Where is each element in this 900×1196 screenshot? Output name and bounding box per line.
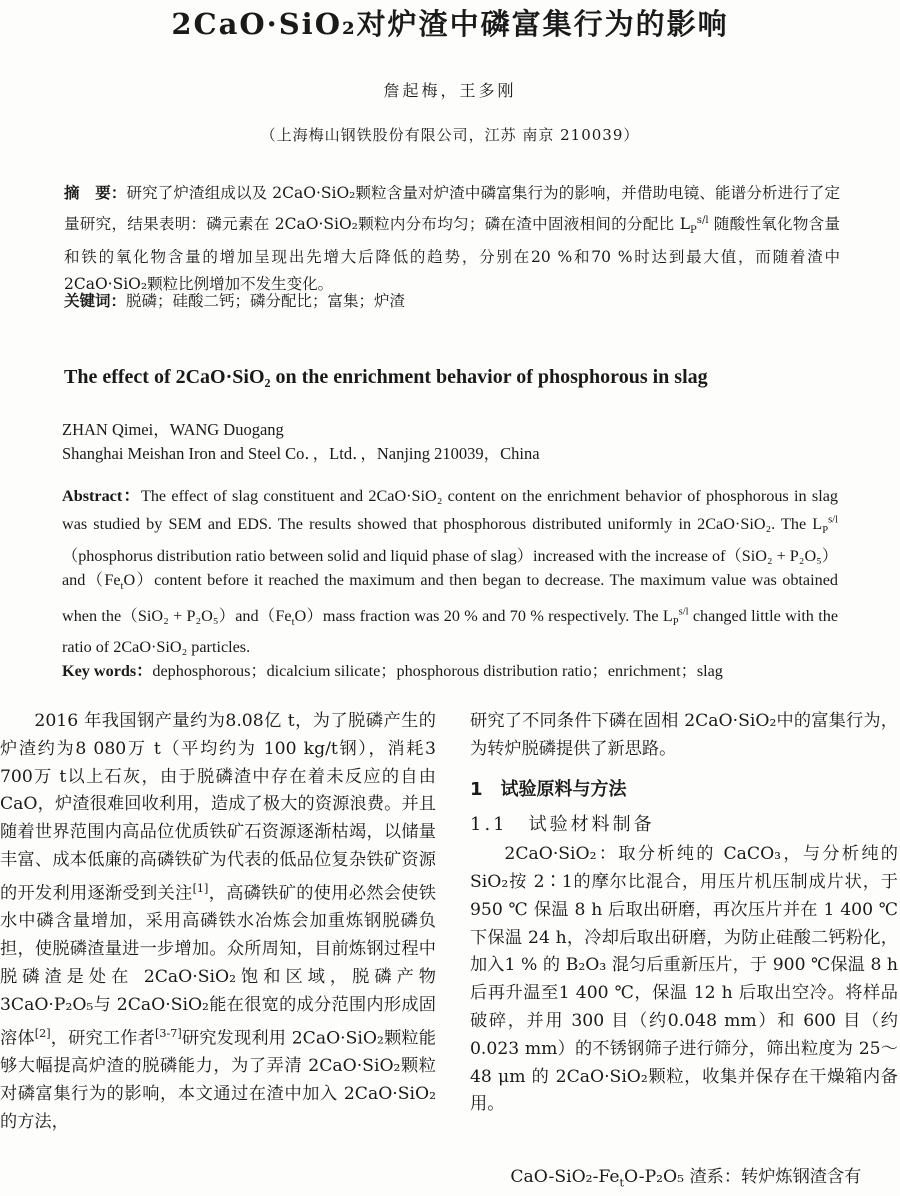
paper-title: 2CaO·SiO₂对炉渣中磷富集行为的影响 (171, 7, 729, 41)
abstract-cn-text: 研究了炉渣组成以及 2CaO·SiO₂颗粒含量对炉渣中磷富集行为的影响，并借助电镜、能谱分析进行了定量研究，结果表明：磷元素在 2CaO·SiO₂颗粒内分布均匀；磷在渣中固液相间的分配比 $L_P^{s/l}$ 随酸性氧化物含量和铁的氧化物含量的增加呈现出先增大后降低的趋势，分别在20 %和70 %时达到最大值，而随着渣中 2CaO·SiO₂颗粒比例增加不发生变化。 (64, 184, 840, 294)
keywords-en-text: dephosphorous；dicalcium silicate；phosphorous distribution ratio；enrichment；slag (152, 662, 723, 680)
materials-paragraph: 2CaO·SiO₂：取分析纯的 CaCO₃，与分析纯的SiO₂按 2∶1的摩尔比混合，用压片机压制成片状，于 950 ℃ 保温 8 h 后取出研磨，再次压片并在 1 400 ℃下保温 24 h，冷却后取出研磨，为防止硅酸二钙粉化，加入1 % 的 B₂O₃ 混匀后重新压片，于 900 ℃保温 8 h 后再升温至1 400 ℃，保温 12 h 后取出空冷。将样品破碎，并用 300 目（约0.048 mm）和 600 目（约0.023 mm）的不锈钢筛子进行筛分，筛出粒度为 25～48 μm 的 2CaO·SiO₂颗粒，收集并保存在干燥箱内备用。 (470, 844, 898, 1115)
body-left-column (0, 708, 436, 1136)
affiliation-en: Shanghai Meishan Iron and Steel Co．，Ltd．，Nanjing 210039，China (62, 444, 540, 463)
keywords-cn (64, 288, 840, 315)
keywords-en (62, 657, 842, 681)
body-right-column (470, 708, 898, 1119)
keywords-cn-text: 脱磷；硅酸二钙；磷分配比；富集；炉渣 (126, 292, 406, 310)
abstract-cn-label: 摘 要： (64, 184, 127, 202)
authors-cn: 詹起梅，王多刚 (383, 81, 517, 100)
slag-system-paragraph: CaO-$SiO_2-Fe_tO$-P₂O₅ 渣系：转炉炼钢渣含有 (510, 1167, 862, 1190)
intro-continuation: 研究了不同条件下磷在固相 2CaO·SiO₂中的富集行为，为转炉脱磷提供了新思路。 (470, 711, 898, 759)
keywords-cn-label: 关键词： (64, 292, 127, 310)
abstract-en (62, 484, 838, 660)
abstract-cn (64, 180, 840, 298)
section-heading-1: 1 试验原料与方法 (470, 778, 627, 800)
subsection-heading-1-1: 1.1 试验材料制备 (470, 814, 655, 836)
authors-en: ZHAN Qimei，WANG Duogang (62, 420, 284, 439)
abstract-en-text: The effect of slag constituent and 2CaO·SiO₂ content on the enrichment behavior of phosphorous in slag was studied by SEM and EDS. The results showed that phosphorous distributed uniformly in 2CaO·SiO₂. The $L_P^{s/l}(phosphorus$ distribution ratio between solid and liquid phase of slag）increased with the increase $of(SiO_2 + P_2O_5)and(Fe_tO)content$ before it reached the maximum and then began to decrease. The maximum value was obtained when $the(SiO_2 + P_2O_5)and(Fe_tO)mass$ fraction was 20 % and 70 % respectively. The $L_P^{s/l}$ changed little with the ratio of 2CaO·SiO₂ particles. (62, 487, 839, 657)
abstract-en-label: Abstract： (62, 487, 141, 505)
affiliation-cn: （上海梅山钢铁股份有限公司，江苏 南京 210039） (260, 126, 640, 144)
intro-paragraph: 2016 年我国钢产量约为8.08亿 t，为了脱磷产生的炉渣约为8 080万 t（平均约为 100 kg/t钢），消耗3 700万 t以上石灰，由于脱磷渣中存在着未反应的自由 CaO，炉渣很难回收利用，造成了极大的资源浪费。并且随着世界范围内高品位优质铁矿石资源逐渐枯竭，以储量丰富、成本低廉的高磷铁矿为代表的低品位复杂铁矿资源的开发利用逐渐受到关注[1]，高磷铁矿的使用必然会使铁水中磷含量增加，采用高磷铁水冶炼会加重炼钢脱磷负担，使脱磷渣量进一步增加。众所周知，目前炼钢过程中脱磷渣是处在 2CaO·SiO₂饱和区域，脱磷产物 3CaO·P₂O₅与 2CaO·SiO₂能在很宽的成分范围内形成固溶体[2]，研究工作者[3-7]研究发现利用 2CaO·SiO₂颗粒能够大幅提高炉渣的脱磷能力，为了弄清 2CaO·SiO₂颗粒对磷富集行为的影响，本文通过在渣中加入 2CaO·SiO₂的方法， (0, 711, 436, 1132)
keywords-en-label: Key words： (62, 662, 153, 680)
paper-title-en: The effect of 2CaO·SiO₂ on the enrichment behavior of phosphorous in slag (64, 366, 708, 388)
